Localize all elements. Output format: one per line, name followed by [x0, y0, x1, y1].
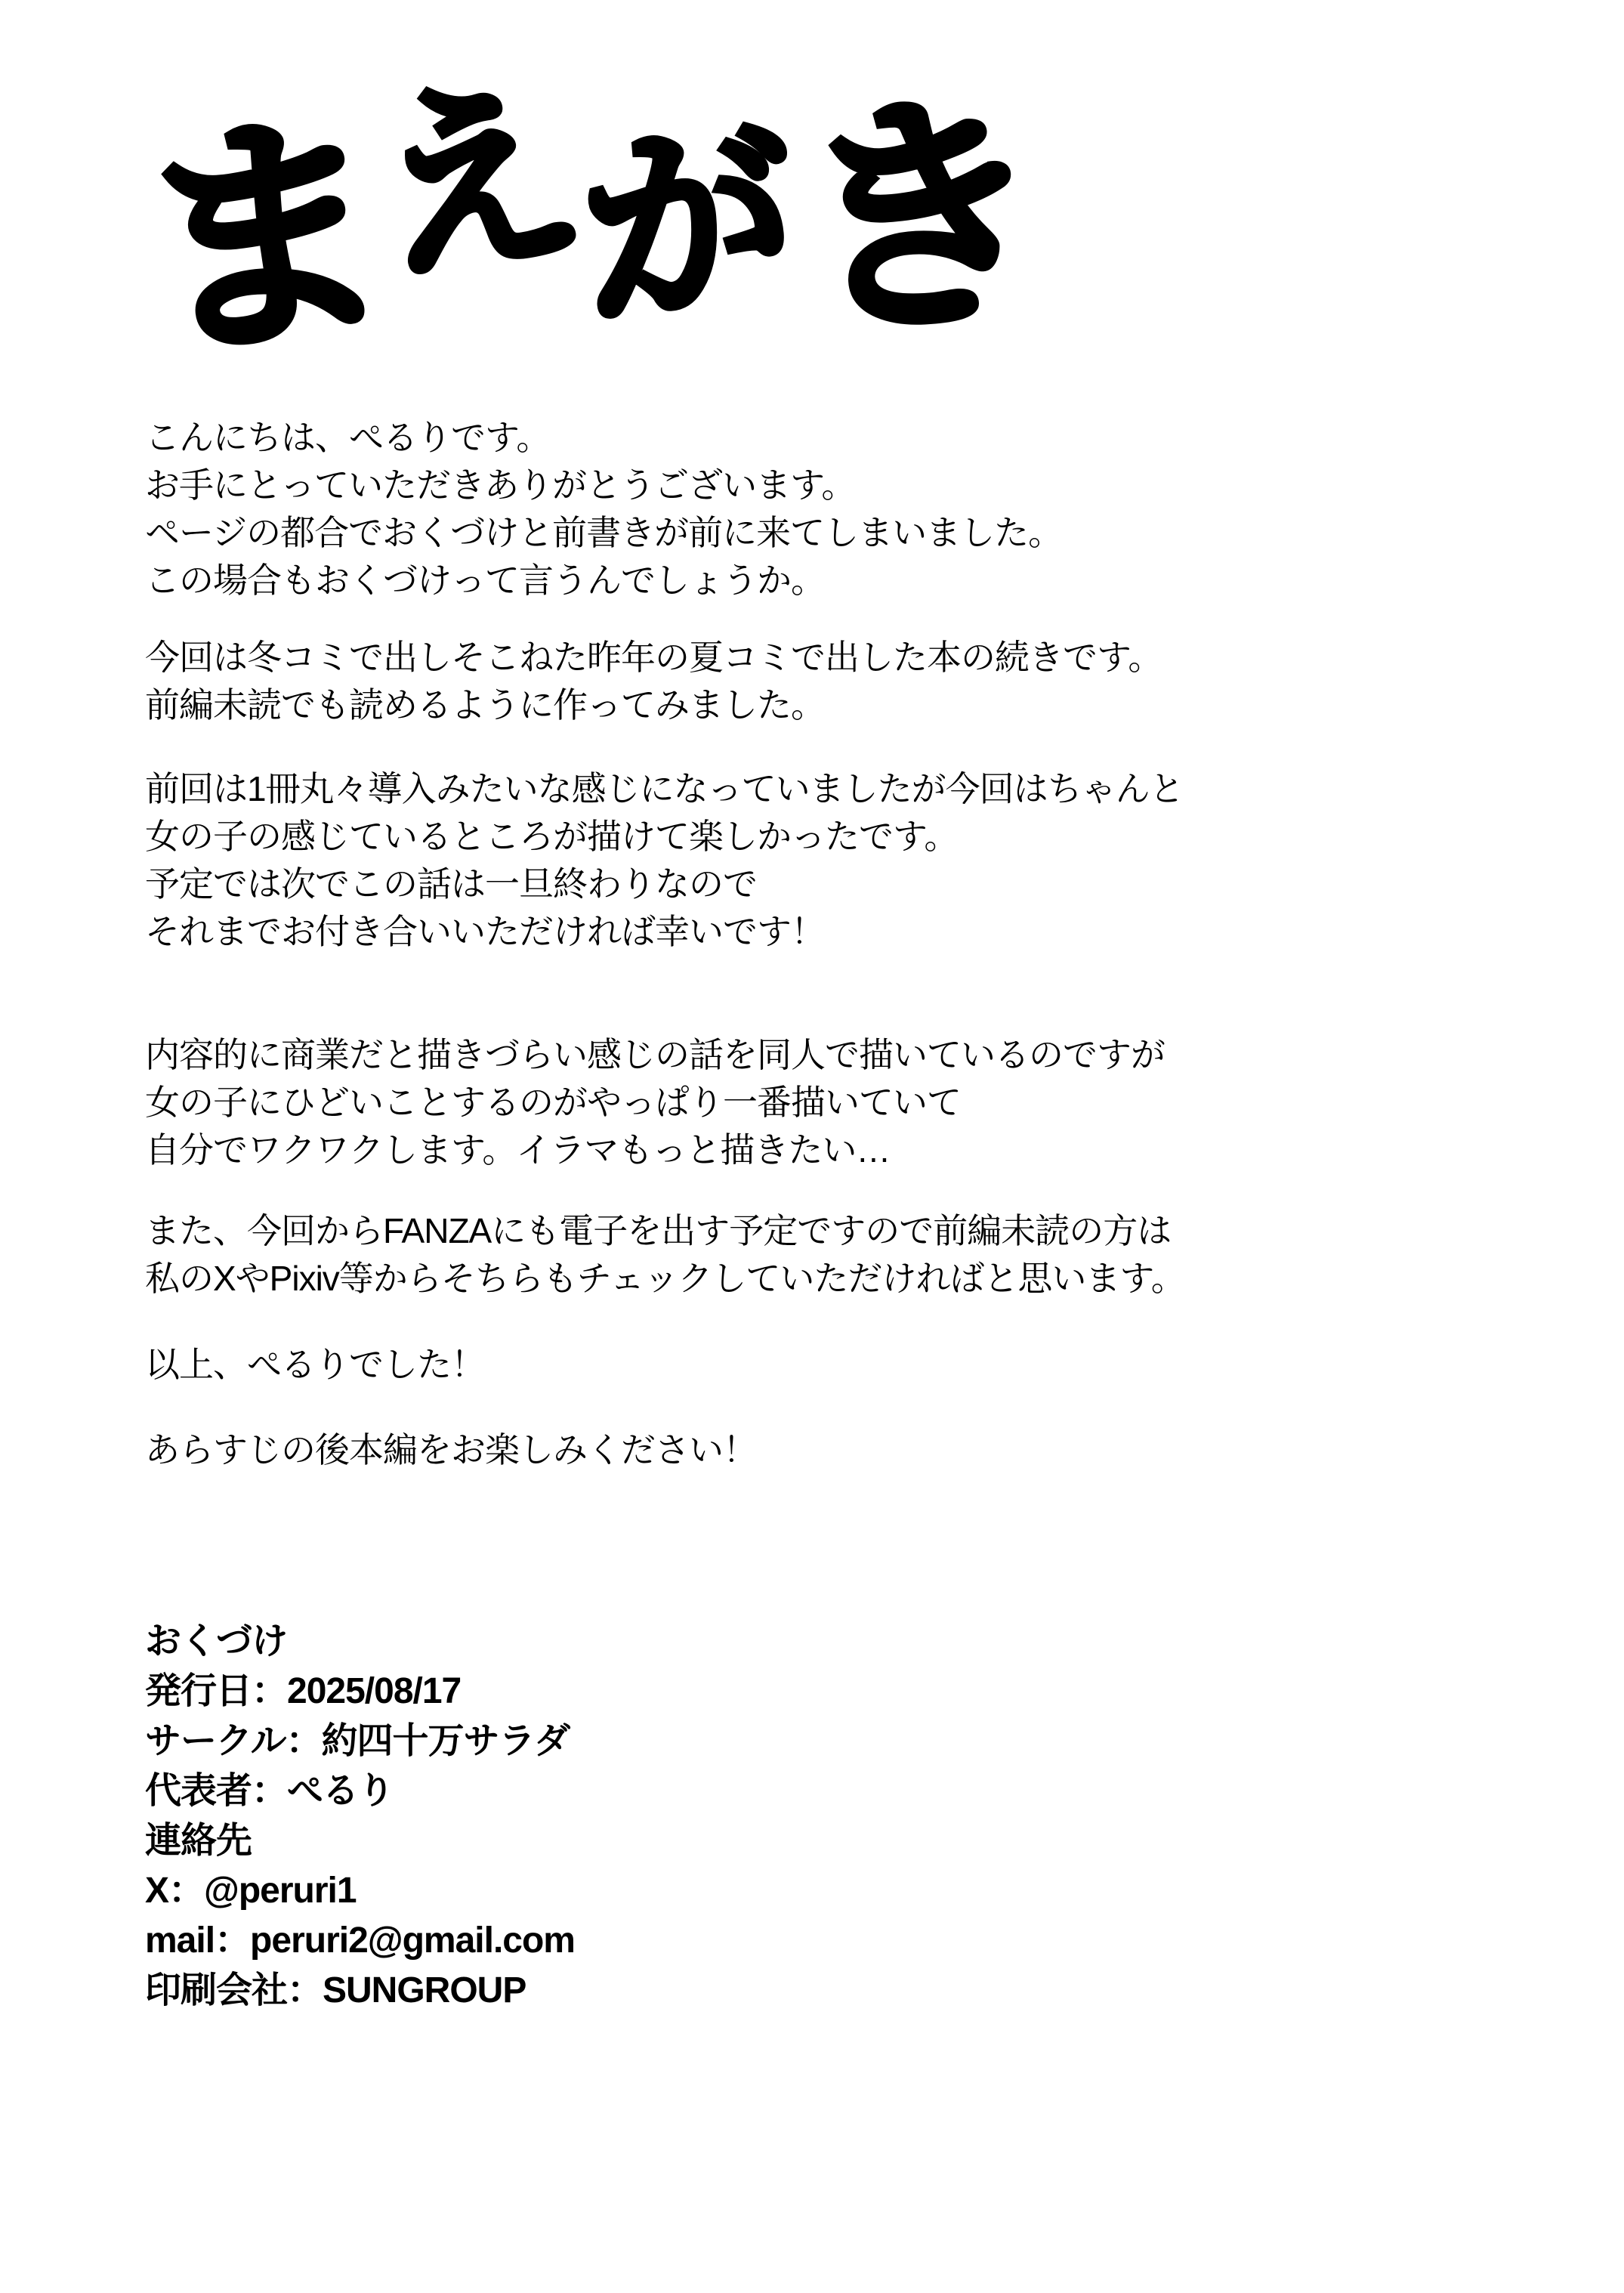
colophon [145, 1617, 1203, 2016]
preface-line: 私のXやPixiv等からそちらもチェックしていただければと思います。 [145, 1259, 1185, 1298]
preface-line: 以上、ぺるりでした！ [145, 1345, 485, 1384]
preface-line: 女の子の感じているところが描けて楽しかったです。 [145, 817, 959, 856]
title-char-ki: き [789, 73, 1054, 365]
preface-line: この場合もおくづけって言うんでしょうか。 [145, 561, 825, 600]
preface-line: 予定では次でこの話は一旦終わりなので [145, 864, 757, 904]
mail-address: mail：peruri2@gmail.com [145, 1921, 575, 1961]
x-account: X：@peruri1 [145, 1871, 357, 1911]
page-title [125, 51, 1054, 397]
colophon-heading: おくづけ [145, 1621, 288, 1661]
preface-paragraph [145, 414, 1573, 604]
preface-line: 前回は1冊丸々導入みたいな感じになっていましたが今回はちゃんと [145, 769, 1184, 808]
preface-line: また、今回からFANZAにも電子を出す予定ですので前編未読の方は [145, 1211, 1172, 1250]
preface-line: こんにちは、ぺるりです。 [145, 418, 551, 457]
preface-line: 自分でワクワクします。イラマもっと描きたい… [145, 1130, 891, 1170]
preface-paragraph [145, 1207, 1573, 1303]
publish-date: 発行日：2025/08/17 [145, 1671, 462, 1711]
contact-block [145, 1816, 1203, 1966]
preface-line: ページの都合でおくづけと前書きが前に来てしまいました。 [145, 513, 1063, 552]
preface-line: お手にとっていただきありがとうございます。 [145, 465, 856, 505]
preface-paragraph [145, 765, 1573, 956]
representative-name: 代表者：ぺるり [145, 1771, 394, 1811]
printer-block [145, 1966, 1203, 2016]
preface-body [145, 414, 1573, 1474]
circle-name: サークル：約四十万サラダ [145, 1721, 570, 1761]
title-char-ga: が [572, 100, 804, 354]
title-char-ma: ま [125, 85, 403, 390]
publication-block [145, 1617, 1203, 1816]
printer-name: 印刷会社：SUNGROUP [145, 1970, 526, 2010]
preface-teaser-line [145, 1426, 1573, 1474]
title-char-e: え [354, 51, 597, 314]
preface-line: 内容的に商業だと描きづらい感じの話を同人で描いているのですが [145, 1035, 1165, 1074]
preface-line: あらすじの後本編をお楽しみください！ [145, 1430, 757, 1469]
preface-line: 女の子にひどいことするのがやっぱり一番描いていて [145, 1083, 961, 1122]
preface-line: 今回は冬コミで出しそこねた昨年の夏コミで出した本の続きです。 [145, 638, 1162, 677]
preface-closing-line [145, 1341, 1573, 1389]
preface-line: それまでお付き合いいただければ幸いです！ [145, 912, 825, 951]
preface-line: 前編未読でも読めるように作ってみました。 [145, 685, 825, 725]
contact-heading: 連絡先 [145, 1821, 252, 1861]
preface-paragraph [145, 634, 1573, 729]
preface-paragraph [145, 1031, 1573, 1174]
